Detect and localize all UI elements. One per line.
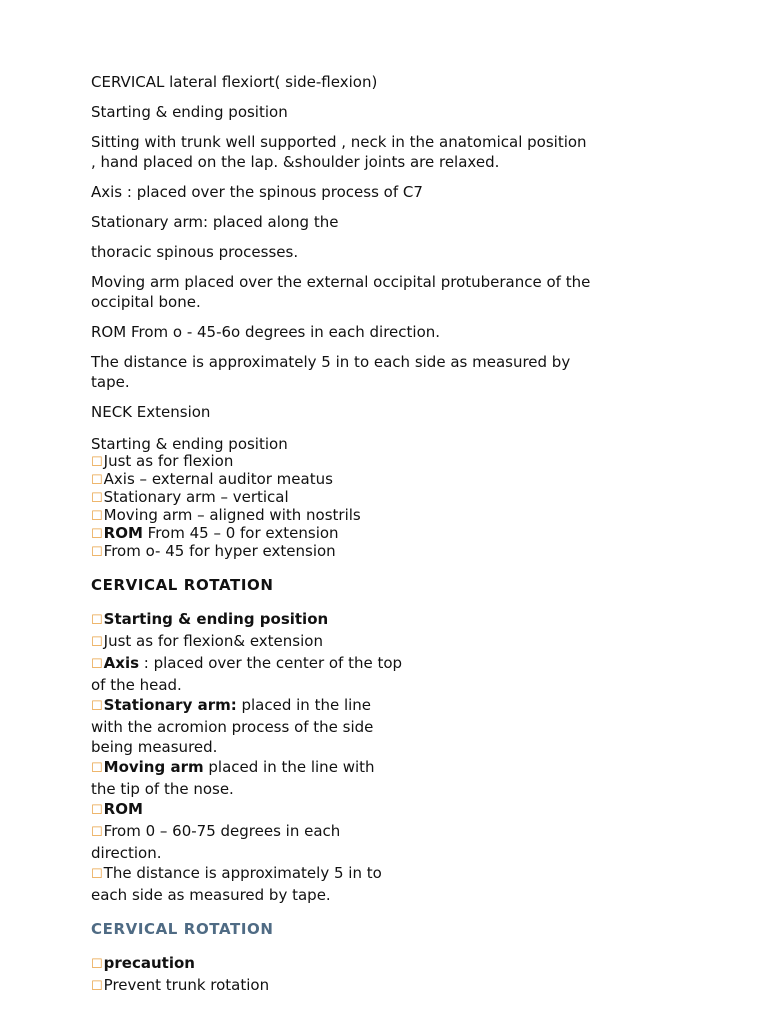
moving-arm-paragraph <box>91 272 691 312</box>
list-item: ☐Moving arm – aligned with nostrils <box>91 506 361 524</box>
checkbox-bullet-icon: ☐ <box>91 657 103 672</box>
list-item-continuation: of the head. <box>91 676 182 694</box>
checkbox-bullet-icon: ☐ <box>91 613 103 628</box>
checkbox-bullet-icon: ☐ <box>91 455 103 470</box>
list-item-continuation: the tip of the nose. <box>91 780 234 798</box>
list-item: ☐Axis : placed over the center of the top <box>91 654 403 672</box>
list-item: ☐Stationary arm: placed in the line <box>91 696 372 714</box>
list-item: ☐From 0 – 60-75 degrees in each <box>91 822 341 840</box>
checkbox-bullet-icon: ☐ <box>91 635 103 650</box>
list-item: ☐ROM <box>91 800 143 818</box>
rom-paragraph: ROM From o - 45-6o degrees in each direction. <box>91 323 441 341</box>
checkbox-bullet-icon: ☐ <box>91 803 103 818</box>
list-item: ☐The distance is approximately 5 in to <box>91 864 382 882</box>
section-title-lateral-flexion: CERVICAL lateral flexiort( side-flexion) <box>91 73 378 91</box>
sitting-line-1: Sitting with trunk well supported , neck in the anatomical position <box>91 133 587 151</box>
checkbox-bullet-icon: ☐ <box>91 509 103 524</box>
precaution-block <box>91 953 691 997</box>
list-item: ☐Axis – external auditor meatus <box>91 470 333 488</box>
list-item-continuation: being measured. <box>91 738 218 756</box>
list-item-continuation: with the acromion process of the side <box>91 718 374 736</box>
list-item: ☐From o- 45 for hyper extension <box>91 542 336 560</box>
neck-extension-heading: NECK Extension <box>91 403 211 421</box>
list-item: ☐Stationary arm – vertical <box>91 488 289 506</box>
distance-paragraph <box>91 352 691 392</box>
list-item: ☐Just as for flexion <box>91 452 234 470</box>
checkbox-bullet-icon: ☐ <box>91 867 103 882</box>
distance-line-1: The distance is approximately 5 in to each side as measured by <box>91 353 571 371</box>
checkbox-bullet-icon: ☐ <box>91 957 103 972</box>
stationary-arm-paragraph: Stationary arm: placed along the <box>91 213 339 231</box>
moving-arm-line-1: Moving arm placed over the external occipital protuberance of the <box>91 273 591 291</box>
axis-paragraph: Axis : placed over the spinous process of C7 <box>91 183 423 201</box>
extension-list <box>91 436 691 561</box>
list-item: ☐Starting & ending position <box>91 610 329 628</box>
checkbox-bullet-icon: ☐ <box>91 699 103 714</box>
checkbox-bullet-icon: ☐ <box>91 527 103 542</box>
list-item: ☐ROM From 45 – 0 for extension <box>91 524 339 542</box>
list-item: ☐Moving arm placed in the line with <box>91 758 375 776</box>
list-item-continuation: direction. <box>91 844 162 862</box>
list-item: ☐precaution <box>91 954 195 972</box>
thoracic-paragraph: thoracic spinous processes. <box>91 243 299 261</box>
checkbox-bullet-icon: ☐ <box>91 473 103 488</box>
list-item: ☐Just as for flexion& extension <box>91 632 323 650</box>
cervical-rotation-heading-2: CERVICAL ROTATION <box>91 920 274 938</box>
checkbox-bullet-icon: ☐ <box>91 761 103 776</box>
sitting-paragraph <box>91 132 691 172</box>
cervical-rotation-heading: CERVICAL ROTATION <box>91 576 274 594</box>
sitting-line-2: , hand placed on the lap. &shoulder joints are relaxed. <box>91 153 500 171</box>
checkbox-bullet-icon: ☐ <box>91 825 103 840</box>
document-page <box>91 72 691 997</box>
checkbox-bullet-icon: ☐ <box>91 491 103 506</box>
list-item: ☐Prevent trunk rotation <box>91 976 270 994</box>
list-item-continuation: each side as measured by tape. <box>91 886 331 904</box>
moving-arm-line-2: occipital bone. <box>91 293 201 311</box>
extension-title: Starting & ending position <box>91 435 288 453</box>
checkbox-bullet-icon: ☐ <box>91 545 103 560</box>
checkbox-bullet-icon: ☐ <box>91 979 103 994</box>
starting-position-label: Starting & ending position <box>91 103 288 121</box>
distance-line-2: tape. <box>91 373 130 391</box>
rotation-block <box>91 609 691 905</box>
